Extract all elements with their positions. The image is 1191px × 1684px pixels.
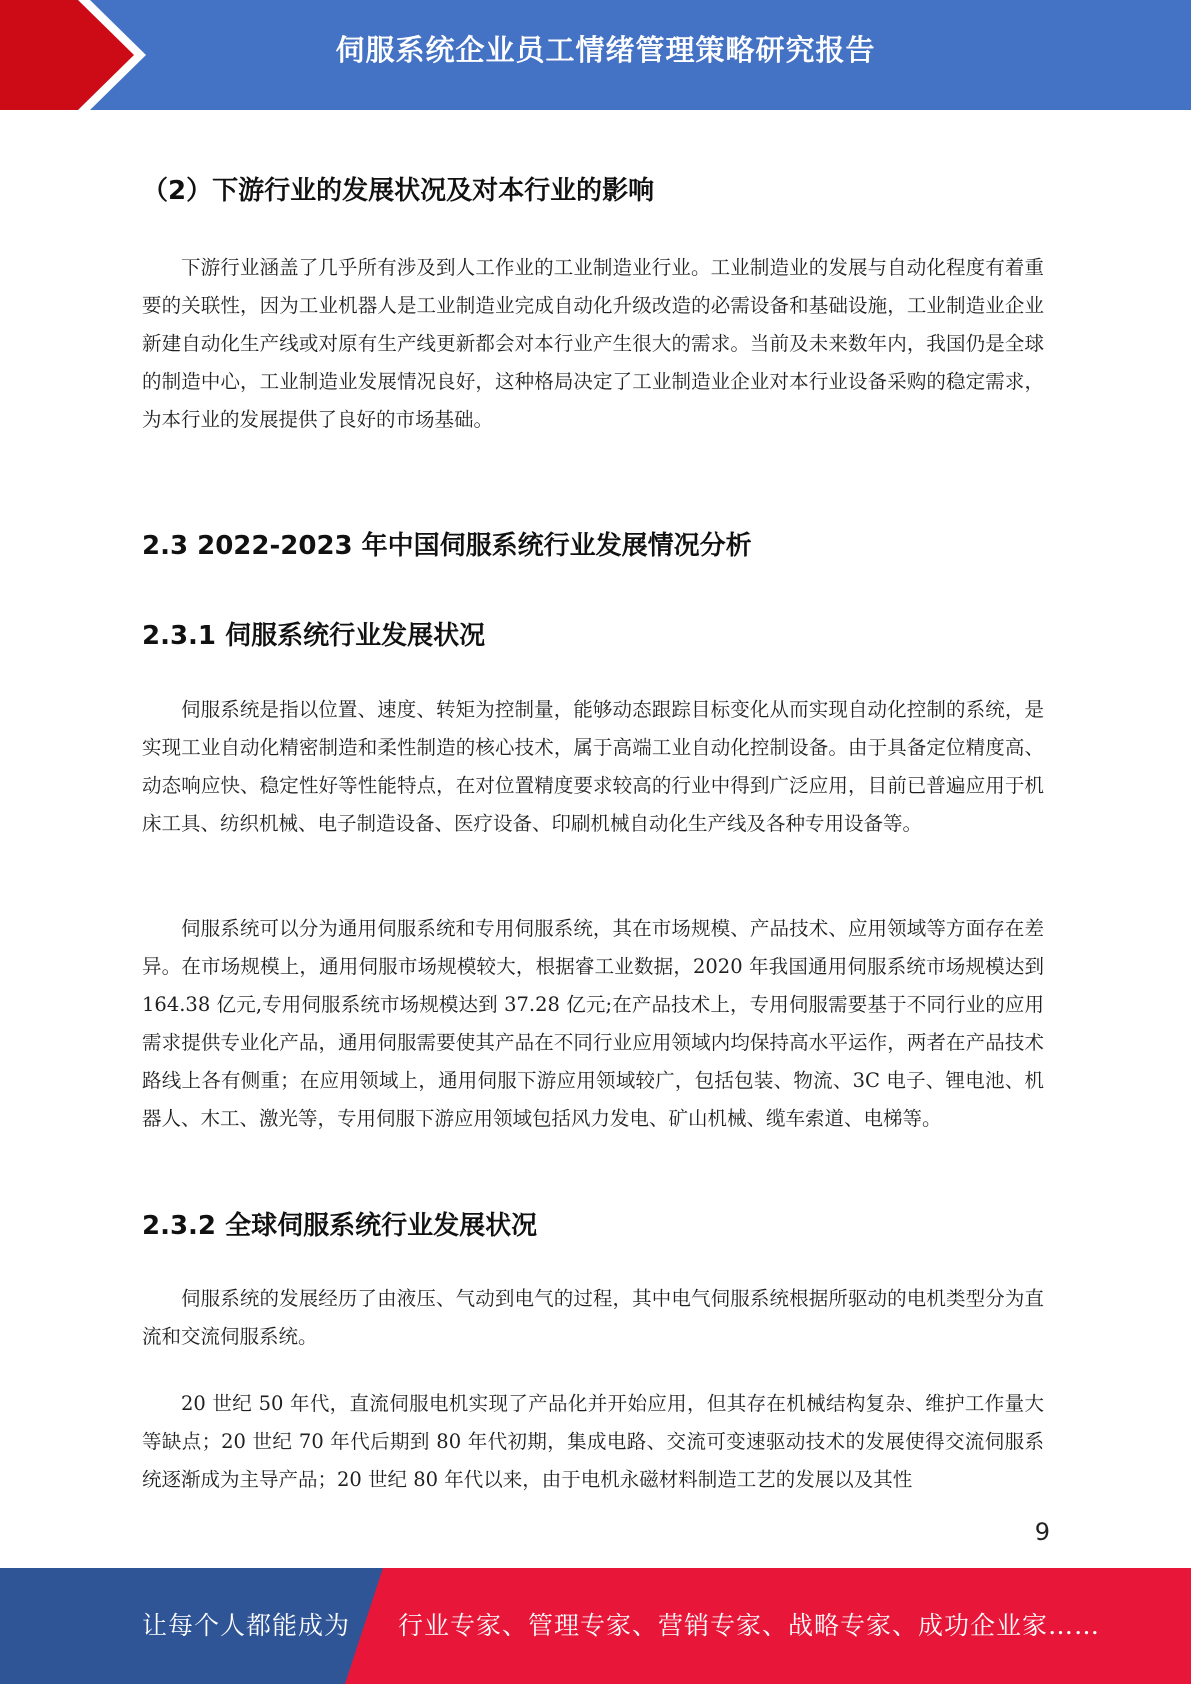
subsection-heading-downstream: （2）下游行业的发展状况及对本行业的影响	[142, 176, 655, 206]
page-number: 9	[1034, 1518, 1050, 1546]
paragraph-2-3-1-definition: 伺服系统是指以位置、速度、转矩为控制量，能够动态跟踪目标变化从而实现自动化控制的系统，是实现工业自动化精密制造和柔性制造的核心技术，属于高端工业自动化控制设备。由于具备定位精度高、动态响应快、稳定性好等性能特点，在对位置精度要求较高的行业中得到广泛应用，目前已普遍应用于机床工具、纺织机械、电子制造设备、医疗设备、印刷机械自动化生产线及各种专用设备等。	[142, 698, 1044, 835]
section-heading-2-3: 2.3 2022-2023 年中国伺服系统行业发展情况分析	[142, 531, 752, 561]
paragraph-2-3-2-intro: 伺服系统的发展经历了由液压、气动到电气的过程，其中电气伺服系统根据所驱动的电机类型分为直流和交流伺服系统。	[142, 1287, 1044, 1348]
header-title: 伺服系统企业员工情绪管理策略研究报告	[335, 33, 876, 67]
section-heading-2-3-2: 2.3.2 全球伺服系统行业发展状况	[142, 1211, 538, 1241]
footer-banner	[0, 1568, 1191, 1684]
paragraph-downstream: 下游行业涵盖了几乎所有涉及到人工作业的工业制造业行业。工业制造业的发展与自动化程度有着重要的关联性，因为工业机器人是工业制造业完成自动化升级改造的必需设备和基础设施，工业制造业企业新建自动化生产线或对原有生产线更新都会对本行业产生很大的需求。当前及未来数年内，我国仍是全球的制造中心，工业制造业发展情况良好，这种格局决定了工业制造业企业对本行业设备采购的稳定需求，为本行业的发展提供了良好的市场基础。	[142, 256, 1044, 431]
footer-slogan-left: 让每个人都能成为	[142, 1611, 351, 1640]
paragraph-2-3-2-history: 20 世纪 50 年代，直流伺服电机实现了产品化并开始应用，但其存在机械结构复杂、维护工作量大等缺点；20 世纪 70 年代后期到 80 年代初期，集成电路、交流可变速驱动技术的发展使得交流伺服系统逐渐成为主导产品；20 世纪 80 年代以来，由于电机永磁材料制造工艺的发展以及其性	[142, 1392, 1044, 1491]
footer-slogan-right: 行业专家、管理专家、营销专家、战略专家、成功企业家……	[398, 1611, 1101, 1640]
paragraph-2-3-1-classification: 伺服系统可以分为通用伺服系统和专用伺服系统，其在市场规模、产品技术、应用领域等方面存在差异。在市场规模上，通用伺服市场规模较大，根据睿工业数据，2020 年我国通用伺服系统市场规模达到 164.38 亿元,专用伺服系统市场规模达到 37.28 亿元;在产品技术上，专用伺服需要基于不同行业的应用需求提供专业化产品，通用伺服需要使其产品在不同行业应用领域内均保持高水平运作，两者在产品技术路线上各有侧重；在应用领域上，通用伺服下游应用领域较广，包括包装、物流、3C 电子、锂电池、机器人、木工、激光等，专用伺服下游应用领域包括风力发电、矿山机械、缆车索道、电梯等。	[142, 917, 1044, 1130]
section-heading-2-3-1: 2.3.1 伺服系统行业发展状况	[142, 621, 486, 651]
